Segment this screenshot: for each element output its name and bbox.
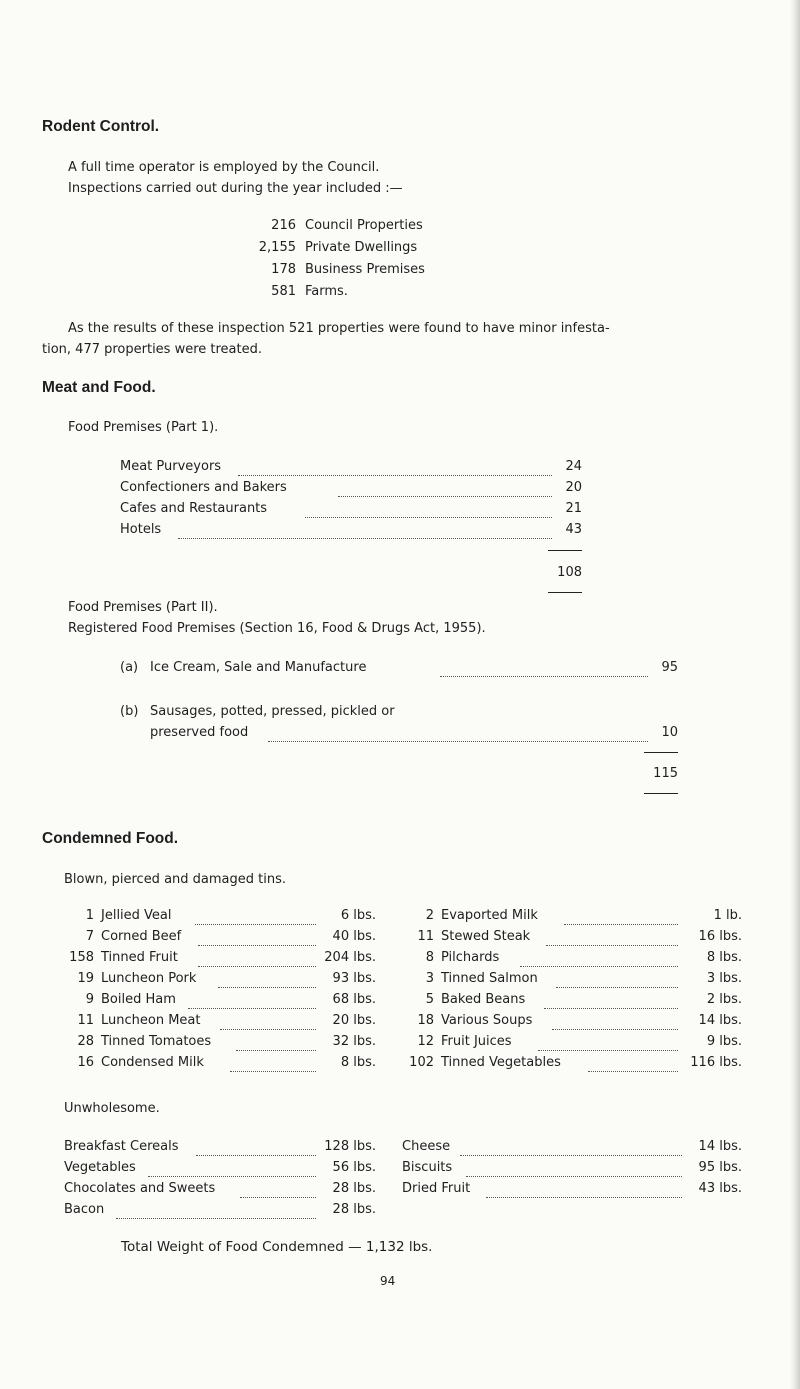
dot-leader — [552, 1013, 678, 1030]
tin-weight: 8 lbs. — [340, 1055, 376, 1070]
tin-weight: 9 lbs. — [706, 1034, 742, 1049]
unwholesome-item-weight: 95 lbs. — [698, 1160, 742, 1175]
tin-weight: 16 lbs. — [698, 929, 742, 944]
dot-leader — [466, 1160, 682, 1177]
page-edge-shadow — [790, 0, 800, 1389]
inspection-count: 2,155 — [258, 240, 296, 255]
tin-weight: 3 lbs. — [706, 971, 742, 986]
rodent-results-line-2: tion, 477 properties were treated. — [42, 342, 263, 357]
tin-weight: 116 lbs. — [690, 1055, 742, 1070]
registered-premises-label: Registered Food Premises (Section 16, Food & Drugs Act, 1955). — [68, 621, 486, 636]
inspection-count: 216 — [271, 218, 296, 233]
tin-weight: 68 lbs. — [332, 992, 376, 1007]
food-premises-part2-label: Food Premises (Part II). — [68, 600, 218, 615]
dot-leader — [195, 908, 316, 925]
tin-count: 8 — [425, 950, 434, 965]
tin-count: 5 — [425, 992, 434, 1007]
dot-leader — [268, 725, 648, 742]
dot-leader — [238, 459, 552, 476]
premises-item-value: 43 — [565, 522, 582, 537]
tin-count: 19 — [77, 971, 94, 986]
inspection-label: Council Properties — [305, 218, 423, 233]
inspection-count: 178 — [271, 262, 296, 277]
dot-leader — [544, 992, 678, 1009]
tin-count: 18 — [417, 1013, 434, 1028]
subtotal-rule — [644, 752, 678, 753]
item-a-text: Ice Cream, Sale and Manufacture — [150, 660, 367, 675]
tin-count: 11 — [77, 1013, 94, 1028]
tin-label: Luncheon Pork — [101, 971, 197, 986]
dot-leader — [486, 1181, 682, 1198]
dot-leader — [338, 480, 552, 497]
rodent-control-heading: Rodent Control. — [42, 118, 160, 135]
tin-count: 158 — [69, 950, 94, 965]
premises-item-label: Hotels — [120, 522, 162, 537]
item-a-letter: (a) — [120, 660, 139, 675]
dot-leader — [236, 1034, 316, 1051]
unwholesome-item-weight: 28 lbs. — [332, 1202, 376, 1217]
tin-label: Evaported Milk — [441, 908, 538, 923]
unwholesome-item-weight: 43 lbs. — [698, 1181, 742, 1196]
total-weight-condemned: Total Weight of Food Condemned — 1,132 lbs. — [121, 1239, 433, 1255]
tin-weight: 40 lbs. — [332, 929, 376, 944]
total-rule — [644, 793, 678, 794]
unwholesome-item-weight: 56 lbs. — [332, 1160, 376, 1175]
unwholesome-item-label: Breakfast Cereals — [64, 1139, 179, 1154]
tin-label: Corned Beef — [101, 929, 182, 944]
dot-leader — [116, 1202, 316, 1219]
tin-label: Pilchards — [441, 950, 500, 965]
tin-label: Tinned Fruit — [101, 950, 178, 965]
premises-item-label: Meat Purveyors — [120, 459, 222, 474]
tin-count: 2 — [425, 908, 434, 923]
tin-label: Stewed Steak — [441, 929, 531, 944]
total-rule — [548, 592, 582, 593]
dot-leader — [198, 929, 316, 946]
dot-leader — [220, 1013, 316, 1030]
dot-leader — [230, 1055, 316, 1072]
tin-count: 28 — [77, 1034, 94, 1049]
dot-leader — [148, 1160, 316, 1177]
rodent-intro-line-2: Inspections carried out during the year included :— — [68, 181, 403, 196]
tin-weight: 32 lbs. — [332, 1034, 376, 1049]
premises-item-label: Confectioners and Bakers — [120, 480, 287, 495]
tin-count: 16 — [77, 1055, 94, 1070]
dot-leader — [305, 501, 552, 518]
premises-item-value: 20 — [565, 480, 582, 495]
unwholesome-item-weight: 14 lbs. — [698, 1139, 742, 1154]
unwholesome-item-weight: 28 lbs. — [332, 1181, 376, 1196]
unwholesome-item-label: Dried Fruit — [402, 1181, 471, 1196]
part1-total: 108 — [557, 565, 582, 580]
item-b-value: 10 — [661, 725, 678, 740]
tin-label: Baked Beans — [441, 992, 526, 1007]
tin-label: Luncheon Meat — [101, 1013, 201, 1028]
unwholesome-item-label: Bacon — [64, 1202, 105, 1217]
tin-count: 1 — [85, 908, 94, 923]
tin-label: Various Soups — [441, 1013, 533, 1028]
tin-weight: 93 lbs. — [332, 971, 376, 986]
dot-leader — [556, 971, 678, 988]
item-b-text-line-2: preserved food — [150, 725, 249, 740]
dot-leader — [440, 660, 648, 677]
tin-label: Tinned Tomatoes — [101, 1034, 212, 1049]
premises-item-label: Cafes and Restaurants — [120, 501, 268, 516]
tin-count: 12 — [417, 1034, 434, 1049]
inspection-label: Business Premises — [305, 262, 425, 277]
tin-label: Tinned Salmon — [441, 971, 538, 986]
tin-weight: 1 lb. — [713, 908, 742, 923]
rodent-intro-line-1: A full time operator is employed by the Council. — [68, 160, 380, 175]
tin-label: Boiled Ham — [101, 992, 176, 1007]
tin-weight: 8 lbs. — [706, 950, 742, 965]
unwholesome-label: Unwholesome. — [64, 1101, 160, 1116]
dot-leader — [520, 950, 678, 967]
meat-food-heading: Meat and Food. — [42, 379, 156, 396]
unwholesome-item-label: Chocolates and Sweets — [64, 1181, 216, 1196]
tin-count: 9 — [85, 992, 94, 1007]
tin-count: 3 — [425, 971, 434, 986]
dot-leader — [196, 1139, 316, 1156]
inspection-label: Farms. — [305, 284, 348, 299]
page-number: 94 — [380, 1274, 396, 1288]
unwholesome-item-label: Cheese — [402, 1139, 451, 1154]
dot-leader — [538, 1034, 678, 1051]
tin-weight: 14 lbs. — [698, 1013, 742, 1028]
item-b-text-line-1: Sausages, potted, pressed, pickled or — [150, 704, 395, 719]
food-premises-part1-label: Food Premises (Part 1). — [68, 420, 219, 435]
dot-leader — [564, 908, 678, 925]
unwholesome-item-weight: 128 lbs. — [324, 1139, 376, 1154]
item-a-value: 95 — [661, 660, 678, 675]
condemned-food-heading: Condemned Food. — [42, 830, 179, 847]
dot-leader — [188, 992, 316, 1009]
tin-count: 7 — [85, 929, 94, 944]
tin-label: Fruit Juices — [441, 1034, 512, 1049]
dot-leader — [178, 522, 552, 539]
rodent-results-line-1: As the results of these inspection 521 properties were found to have minor infesta- — [68, 321, 610, 336]
dot-leader — [546, 929, 678, 946]
dot-leader — [240, 1181, 316, 1198]
dot-leader — [460, 1139, 682, 1156]
unwholesome-item-label: Vegetables — [64, 1160, 136, 1175]
tin-weight: 204 lbs. — [324, 950, 376, 965]
blown-tins-label: Blown, pierced and damaged tins. — [64, 872, 286, 887]
item-b-letter: (b) — [120, 704, 139, 719]
tin-label: Jellied Veal — [101, 908, 172, 923]
inspection-label: Private Dwellings — [305, 240, 418, 255]
tin-weight: 2 lbs. — [706, 992, 742, 1007]
dot-leader — [588, 1055, 678, 1072]
subtotal-rule — [548, 550, 582, 551]
premises-item-value: 21 — [565, 501, 582, 516]
unwholesome-item-label: Biscuits — [402, 1160, 453, 1175]
tin-label: Tinned Vegetables — [441, 1055, 561, 1070]
part2-total: 115 — [653, 766, 678, 781]
tin-label: Condensed Milk — [101, 1055, 204, 1070]
dot-leader — [218, 971, 316, 988]
inspection-count: 581 — [271, 284, 296, 299]
tin-weight: 6 lbs. — [340, 908, 376, 923]
tin-count: 102 — [409, 1055, 434, 1070]
tin-weight: 20 lbs. — [332, 1013, 376, 1028]
dot-leader — [198, 950, 316, 967]
tin-count: 11 — [417, 929, 434, 944]
premises-item-value: 24 — [565, 459, 582, 474]
